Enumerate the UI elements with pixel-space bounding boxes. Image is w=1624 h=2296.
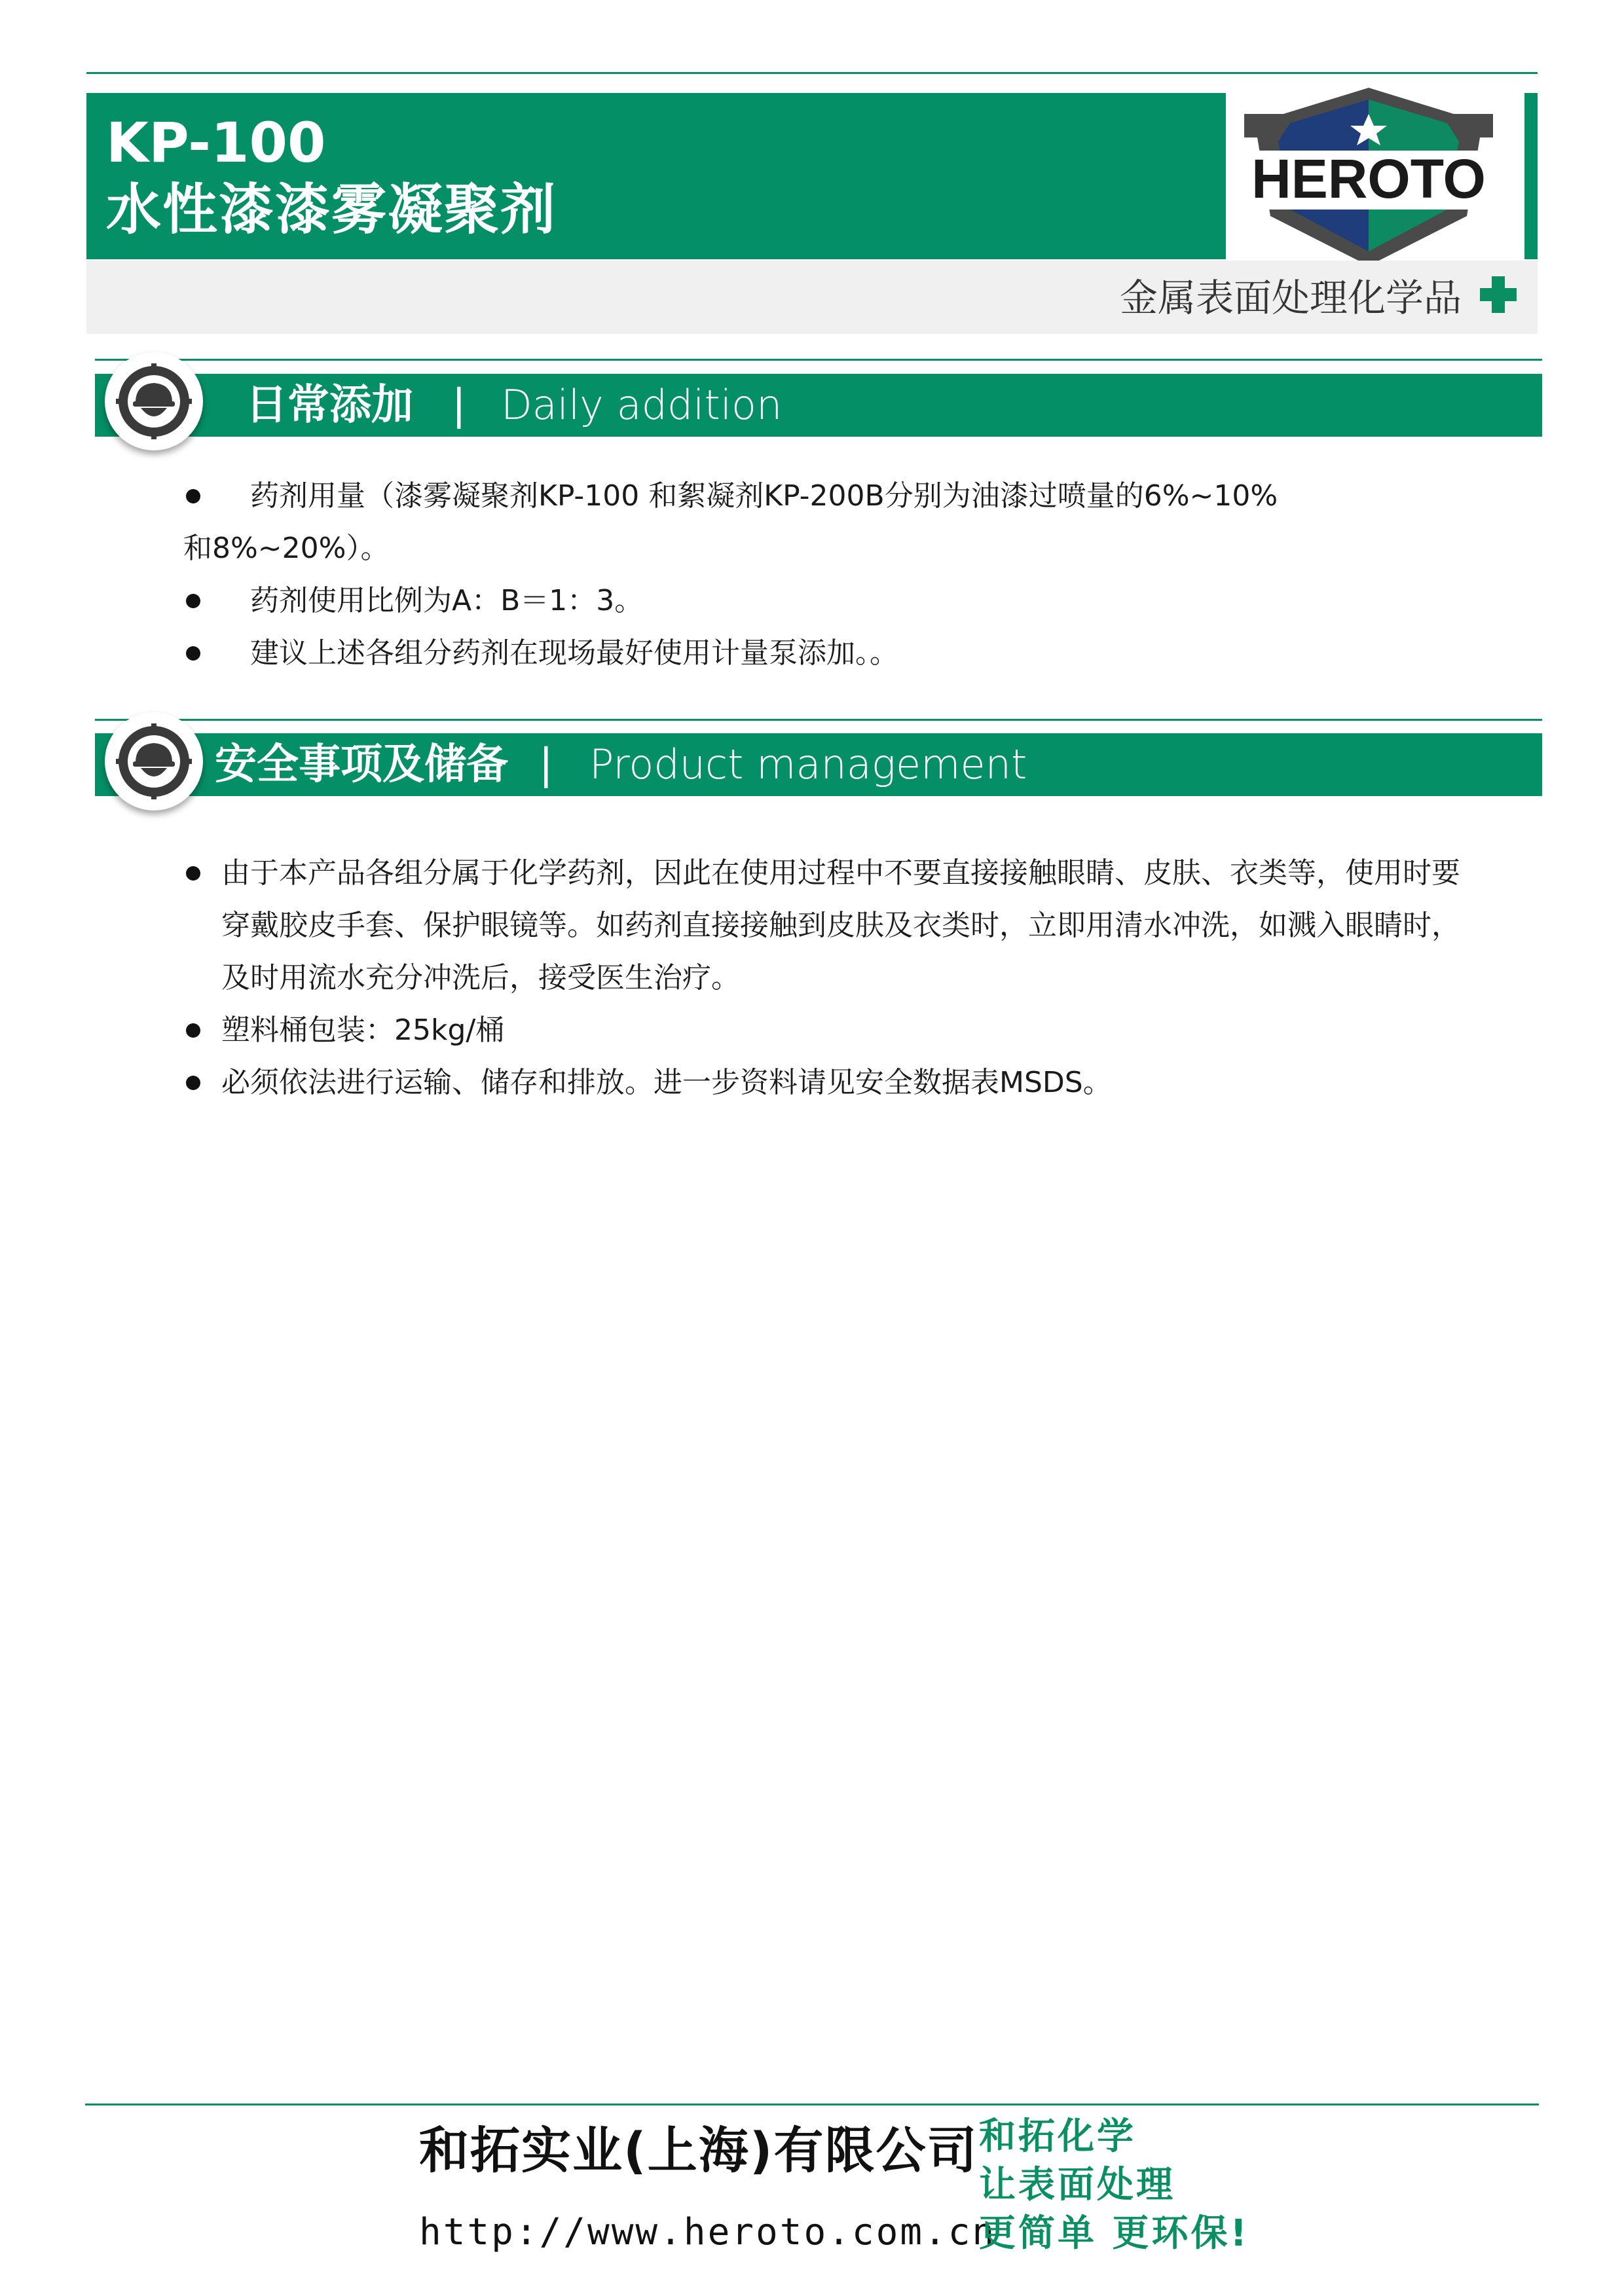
bullet-dot	[186, 594, 200, 608]
section-title-zh: 安全事项及储备	[215, 740, 508, 789]
helmet-gear-icon	[115, 722, 193, 801]
management-list	[183, 847, 1460, 1109]
bullet-dot	[186, 489, 200, 503]
list-item-text: 药剂用量（漆雾凝聚剂KP-100 和絮凝剂KP-200B分别为油漆过喷量的6%~10%和8%~20%）。	[183, 479, 1278, 565]
product-code: KP-100	[106, 111, 326, 175]
list-item	[183, 1004, 1441, 1057]
bullet-dot	[186, 1076, 200, 1090]
section-top-rule	[95, 719, 1542, 721]
list-item-text: 必须依法进行运输、储存和排放。进一步资料请见安全数据表MSDS。	[221, 1066, 1112, 1099]
list-item-text: 建议上述各组分药剂在现场最好使用计量泵添加。。	[250, 636, 898, 670]
company-name: 和拓实业(上海)有限公司	[419, 2121, 978, 2179]
website-link[interactable]: http://www.heroto.com.cn	[419, 2211, 997, 2253]
slogan-line-1: 和拓化学	[979, 2115, 1136, 2158]
section-badge	[105, 352, 203, 450]
slogan-line-2: 让表面处理	[979, 2164, 1175, 2206]
section-separator: |	[452, 381, 466, 429]
list-item	[183, 1057, 1441, 1109]
header-accent-bar	[1524, 93, 1538, 259]
section-title-en: Daily addition	[501, 381, 783, 429]
list-item-text: 塑料桶包装：25kg/桶	[221, 1013, 505, 1047]
plus-icon	[1477, 274, 1519, 316]
bullet-dot	[186, 646, 200, 661]
list-item	[183, 847, 1466, 1004]
section-badge	[105, 712, 203, 811]
category-label: 金属表面处理化学品	[1119, 276, 1462, 320]
bullet-dot	[186, 866, 200, 881]
section-separator: |	[539, 740, 553, 789]
shield-logo-icon	[1231, 85, 1506, 268]
helmet-gear-icon	[115, 362, 193, 441]
list-item-text: 药剂使用比例为A：B＝1：3。	[250, 584, 644, 617]
logo-text: HEROTO	[1251, 148, 1486, 210]
footer-rule	[85, 2104, 1539, 2105]
section-title-zh: 日常添加	[246, 381, 413, 429]
top-rule	[86, 72, 1538, 74]
daily-list	[183, 470, 1454, 680]
product-name: 水性漆漆雾凝聚剂	[106, 177, 557, 242]
slogan-line-3: 更简单 更环保!	[979, 2212, 1250, 2255]
header-bottom-rule	[95, 359, 1542, 361]
bullet-dot	[186, 1023, 200, 1038]
section-title-en: Product management	[589, 740, 1027, 788]
list-item	[183, 470, 1297, 575]
list-item	[183, 627, 1454, 680]
list-item-text: 由于本产品各组分属于化学药剂，因此在使用过程中不要直接接触眼睛、皮肤、衣类等，使用时要穿戴胶皮手套、保护眼镜等。如药剂直接接触到皮肤及衣类时，立即用清水冲洗，如溅入眼睛时，及时用流水充分冲洗后，接受医生治疗。	[221, 856, 1460, 994]
list-item	[183, 575, 1454, 627]
